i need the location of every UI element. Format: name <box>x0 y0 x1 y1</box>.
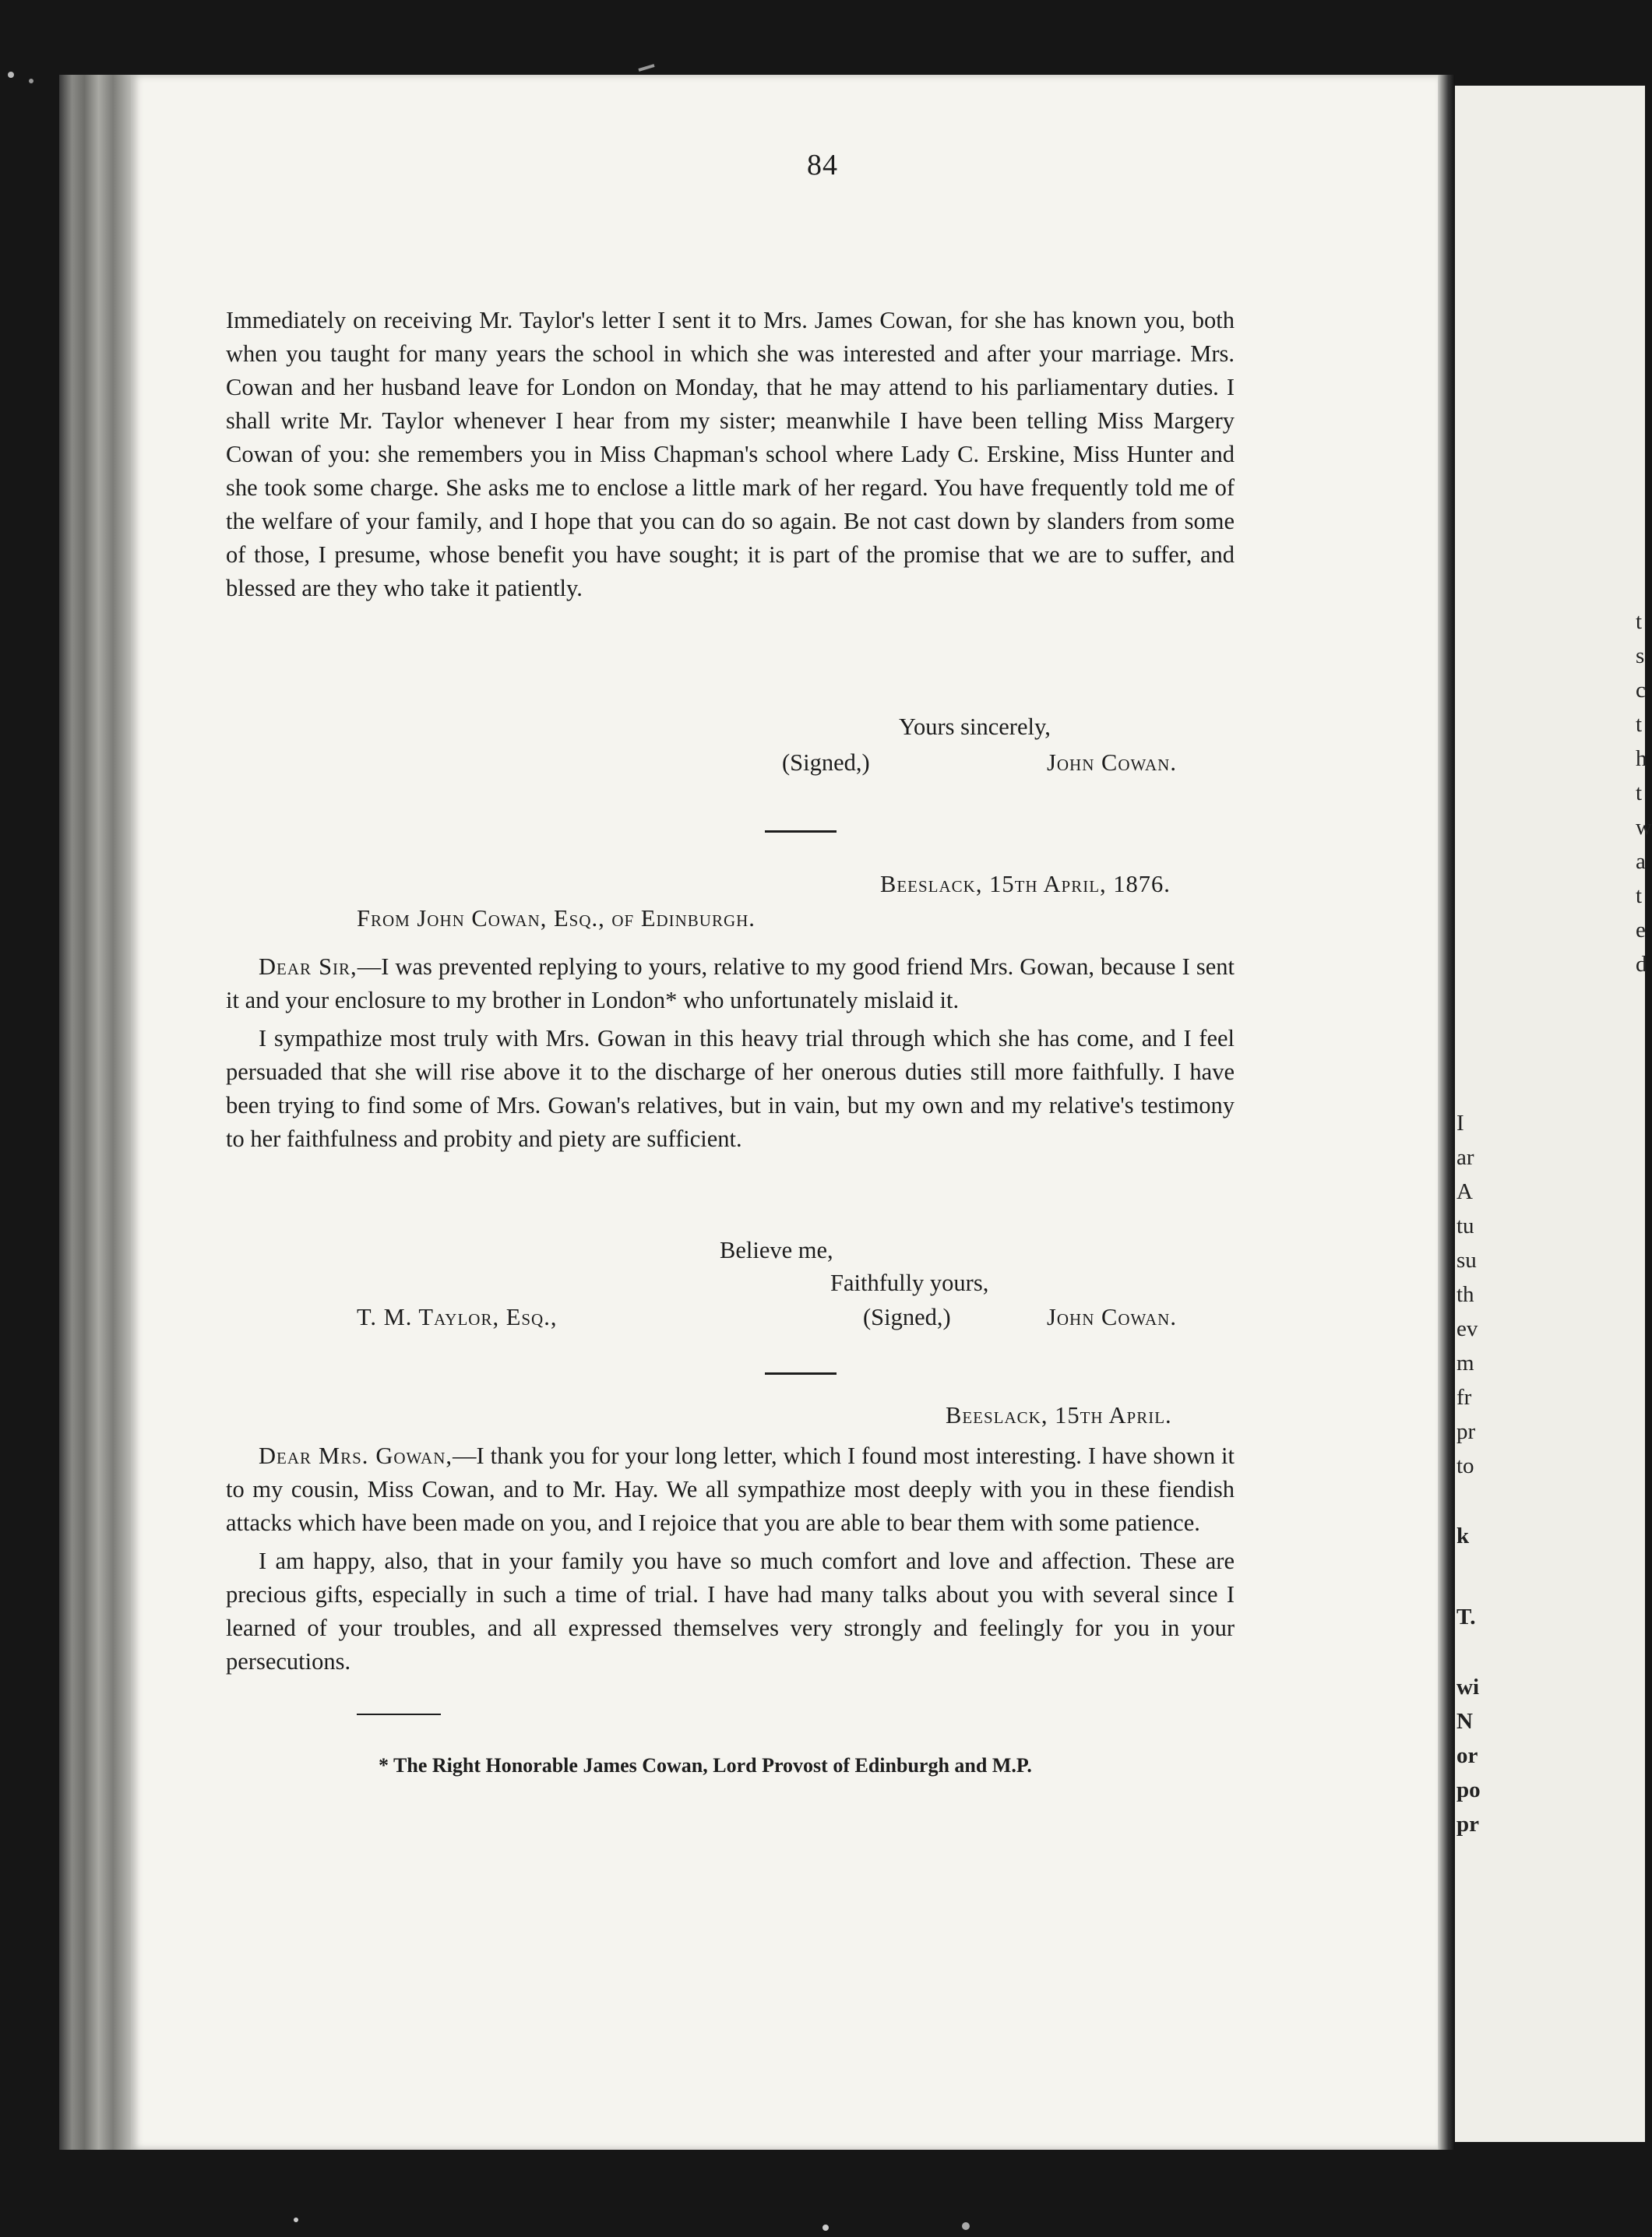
adjacent-page-text-fragment: to <box>1457 1453 1474 1478</box>
letter-3-paragraph-2: I am happy, also, that in your family you have so much comfort and love and affection. These are precious gifts, especially in such a time of trial. I have had many talks about you with several since I learned of your troubles, and all expressed themselves very strongly and feelingly for you in your persecutions. <box>226 1548 1235 1675</box>
adjacent-page-text-fragment: t <box>1636 609 1643 634</box>
letter-2-closing-1: Believe me, <box>720 1237 833 1263</box>
book-edge <box>59 75 131 2150</box>
adjacent-page-text-fragment: h <box>1636 746 1647 771</box>
adjacent-page-text-fragment: fr <box>1457 1385 1472 1410</box>
adjacent-page-text-fragment: po <box>1457 1777 1481 1802</box>
adjacent-page-text-fragment: T. <box>1457 1605 1476 1629</box>
letter-2-paragraph-2: I sympathize most truly with Mrs. Gowan in this heavy trial through which she has come, and I feel persuaded that she will rise above it to the discharge of her onerous duties still more faithfully. I have been trying to find some of Mrs. Gowan's relatives, but in vain, but my own and my relative's testimony to her faithfulness and probity and piety are sufficient. <box>226 1025 1235 1152</box>
adjacent-page-text-fragment: c <box>1636 678 1646 703</box>
letter-2-dateline: Beeslack, 15th April, 1876. <box>880 871 1171 897</box>
letter-2-paragraph-1 <box>226 950 1235 1017</box>
page-gutter <box>1438 75 1455 2150</box>
letter-3-dateline: Beeslack, 15th April. <box>946 1402 1172 1429</box>
letter-1-paragraph: Immediately on receiving Mr. Taylor's letter I sent it to Mrs. James Cowan, for she has known you, both when you taught for many years the school in which she was interested and after your marriage. Mrs. Cowan and her husband leave for London on Monday, that he may attend to his parliamentary duties. I shall write Mr. Taylor whenever I hear from my sister; meanwhile I have been telling Miss Margery Cowan of you: she remembers you in Miss Chapman's school where Lady C. Erskine, Miss Hunter and she took some charge. She asks me to enclose a little mark of her regard. You have frequently told me of the welfare of your family, and I hope that you can do so again. Be not cast down by slanders from some of those, I presume, whose benefit you have sought; it is part of the promise that we are to suffer, and blessed are they who take it patiently. <box>226 307 1235 601</box>
section-divider <box>765 830 837 833</box>
adjacent-page-text-fragment: t <box>1636 883 1643 908</box>
letter-2-addressee: T. M. Taylor, Esq., <box>357 1304 558 1330</box>
footnote: * The Right Honorable James Cowan, Lord Provost of Edinburgh and M.P. <box>379 1754 1032 1777</box>
letter-2-closing-2: Faithfully yours, <box>830 1270 989 1296</box>
letter-3-salutation: Dear Mrs. Gowan, <box>259 1443 453 1469</box>
adjacent-page-text-fragment: A <box>1457 1179 1473 1204</box>
adjacent-page-text-fragment: t <box>1636 780 1643 805</box>
adjacent-page-text-fragment: a <box>1636 849 1646 874</box>
letter-2-paragraph-1-text: —I was prevented replying to yours, relative to my good friend Mrs. Gowan, because I sent it and your enclosure to my brother in London* who unfortunately mislaid it. <box>226 953 1235 1013</box>
letter-3-body <box>226 1439 1235 1679</box>
adjacent-page-text-fragment: d <box>1636 952 1647 977</box>
adjacent-page-text-fragment: th <box>1457 1282 1474 1307</box>
adjacent-page-text-fragment: pr <box>1457 1812 1479 1837</box>
letter-2-body <box>226 950 1235 1156</box>
section-divider <box>765 1372 837 1375</box>
adjacent-page-text-fragment: ev <box>1457 1316 1478 1341</box>
adjacent-page-text-fragment: w <box>1636 815 1652 840</box>
adjacent-page-text-fragment: e <box>1636 918 1646 942</box>
letter-3-paragraph-1-text: —I thank you for your long letter, which I found most interesting. I have shown it to my cousin, Miss Cowan, and to Mr. Hay. We all sympathize most deeply with you in these fiendish attacks which have been made on you, and I rejoice that you are able to bear them with some patience. <box>226 1443 1235 1536</box>
adjacent-page-text-fragment: ar <box>1457 1145 1474 1170</box>
letter-2-from-line: From John Cowan, Esq., of Edinburgh. <box>357 905 756 932</box>
letter-1-signature: John Cowan. <box>1047 749 1177 776</box>
letter-1-signed: (Signed,) <box>782 749 870 776</box>
letter-2-signed: (Signed,) <box>863 1304 951 1330</box>
adjacent-page-text-fragment: su <box>1457 1248 1477 1273</box>
letter-2-signature: John Cowan. <box>1047 1304 1177 1330</box>
adjacent-page-text-fragment: m <box>1457 1351 1474 1376</box>
letter-3-paragraph-1 <box>226 1439 1235 1540</box>
adjacent-page-text-fragment: t <box>1636 712 1643 737</box>
adjacent-page-text-fragment: pr <box>1457 1419 1476 1444</box>
adjacent-page-text-fragment: k <box>1457 1524 1470 1548</box>
adjacent-page-text-fragment: N <box>1457 1709 1473 1734</box>
letter-1-closing: Yours sincerely, <box>899 713 1051 740</box>
adjacent-page-text-fragment: I <box>1457 1111 1464 1136</box>
adjacent-page-text-fragment: wi <box>1457 1675 1479 1700</box>
adjacent-page-fragment <box>1455 86 1652 2142</box>
adjacent-page-text-fragment: tu <box>1457 1214 1474 1238</box>
letter-1-body <box>226 304 1235 605</box>
page-number: 84 <box>807 149 838 181</box>
footnote-rule <box>357 1714 441 1715</box>
adjacent-page-text-fragment: or <box>1457 1743 1478 1768</box>
adjacent-page-text-fragment: s <box>1636 643 1645 668</box>
letter-2-salutation: Dear Sir, <box>259 953 358 980</box>
